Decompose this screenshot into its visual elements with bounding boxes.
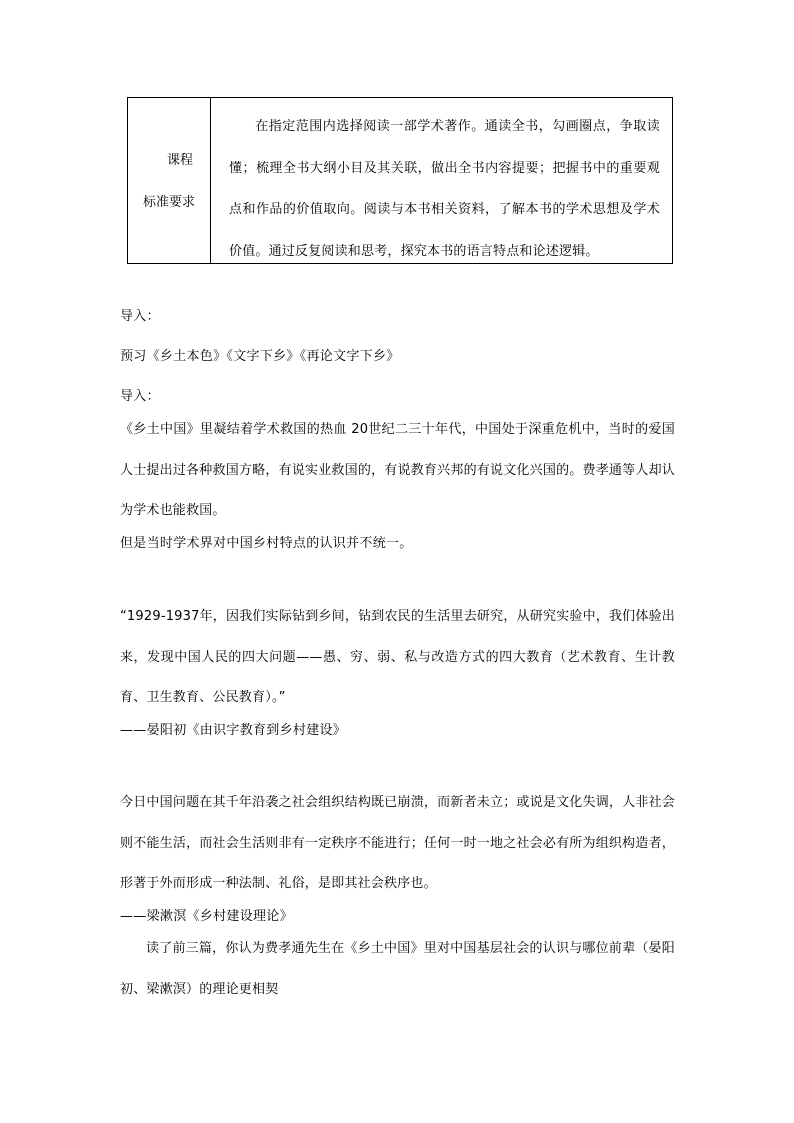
intro-paragraph: 《乡土中国》里凝结着学术救国的热血 20世纪二三十年代，中国处于深重危机中，当时的爱国人士提出过各种救国方略，有说实业救国的，有说教育兴邦的有说文化兴国的。费孝通等人却认为学术也能救国。 xyxy=(120,422,675,518)
standards-label-line1: 课程 xyxy=(166,152,193,168)
standards-label-cell xyxy=(128,98,211,263)
intro-heading-1: 导入： xyxy=(120,309,160,324)
preview-assignment: 预习《乡土本色》《文字下乡》《再论文字下乡》 xyxy=(120,349,400,364)
quote-liang-shuming: 今日中国问题在其千年沿袭之社会组织结构既已崩溃，而新者未立；或说是文化失调，人非社会则不能生活，而社会生活则非有一定秩序不能进行；任何一时一地之社会必有所为组织构造者，形著于外而形成一种法制、礼俗，是即其社会秩序也。 xyxy=(120,795,675,891)
standards-content-text: 在指定范围内选择阅读一部学术著作。通读全书，勾画圈点，争取读懂；梳理全书大纲小目及其关联，做出全书内容提要；把握书中的重要观点和作品的价值取向。阅读与本书相关资料，了解本书的学术思想及学术价值。通过反复阅读和思考，探究本书的语言特点和论述逻辑。 xyxy=(229,119,660,259)
curriculum-standards-table xyxy=(127,97,673,264)
standards-content-cell xyxy=(211,98,672,263)
quote-yan-yangchu-source: ——晏阳初《由识字教育到乡村建设》 xyxy=(120,723,347,738)
quote-yan-yangchu: “1929-1937年，因我们实际钻到乡间，钻到农民的生活里去研究，从研究实验中，我们体验出来，发现中国人民的四大问题——愚、穷、弱、私与改造方式的四大教育（艺术教育、生计教育、卫生教育、公民教育）。” xyxy=(120,609,675,705)
standards-label-line2: 标准要求 xyxy=(142,194,195,210)
intro-heading-2: 导入： xyxy=(120,389,160,404)
quote-liang-shuming-source: ——梁漱溟《乡村建设理论》 xyxy=(120,909,293,924)
reflection-question: 读了前三篇，你认为费孝通先生在《乡土中国》里对中国基层社会的认识与哪位前辈（晏阳初、梁漱溟）的理论更相契 xyxy=(120,941,675,997)
intro-sentence: 但是当时学术界对中国乡村特点的认识并不统一。 xyxy=(120,536,413,551)
